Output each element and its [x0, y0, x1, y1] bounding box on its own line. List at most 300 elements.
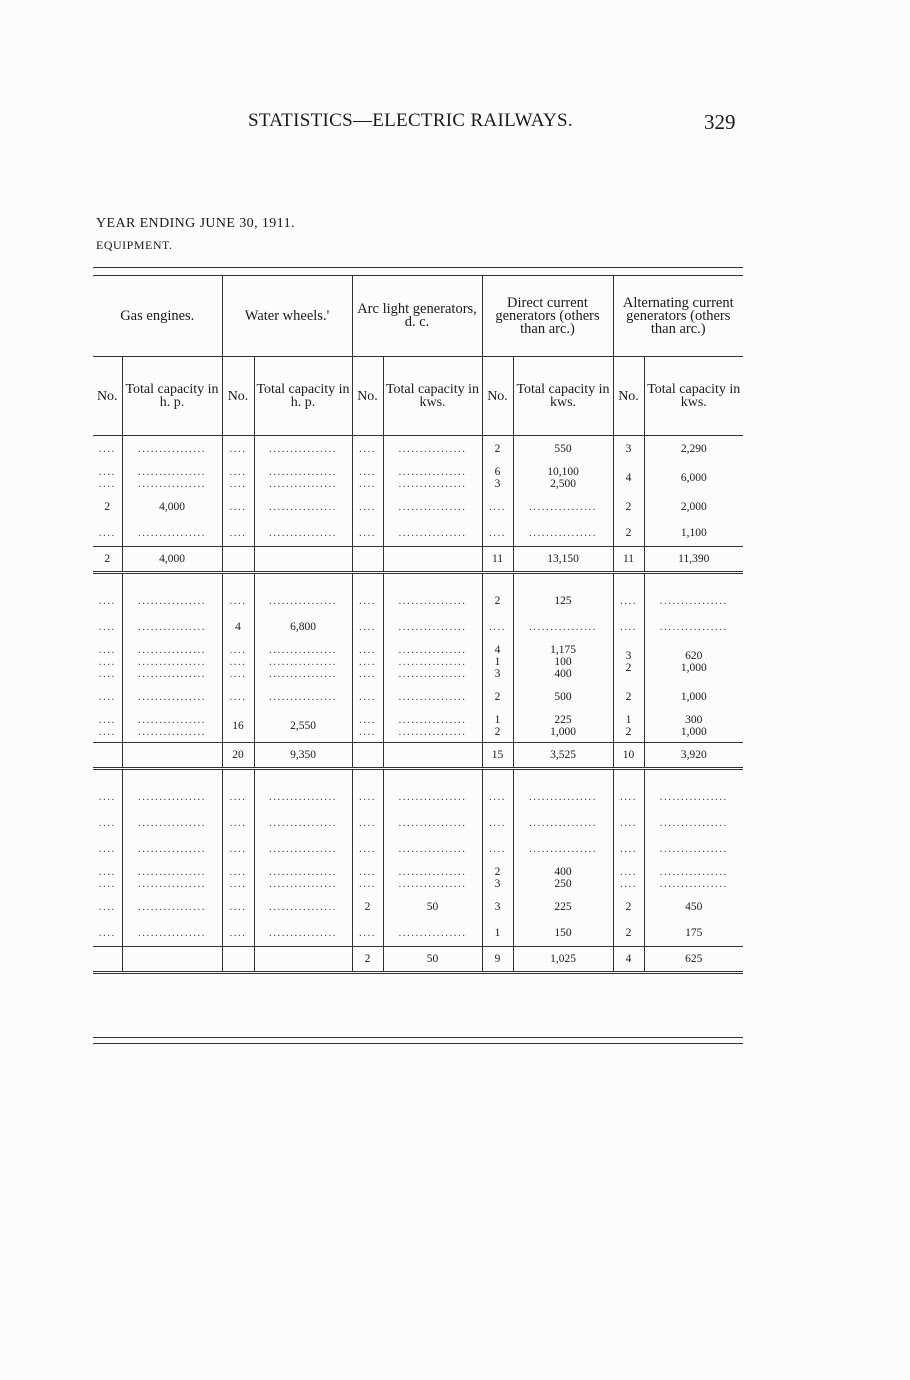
arc-capacity-header: Total capacity in kws. [383, 357, 482, 436]
ac-no-cell: 10 [613, 743, 644, 769]
leader-dots: .... [98, 901, 116, 913]
gas-no-cell [93, 743, 122, 769]
leader-dots: ................ [138, 927, 206, 939]
leader-dots: .... [98, 691, 116, 703]
table-row [93, 894, 743, 920]
group-spacer [93, 769, 743, 785]
leader-dots: ................ [269, 791, 337, 803]
leader-dots: .... [229, 927, 247, 939]
arc-no-cell [352, 710, 383, 743]
arc-no-cell [352, 494, 383, 520]
ac-cap-cell [644, 836, 743, 862]
gas-no-cell [93, 810, 122, 836]
ac-cap-cell [644, 588, 743, 614]
leader-dots: ................ [529, 843, 597, 855]
leader-dots: ................ ................ ................ [138, 644, 206, 680]
arc-cap-cell: 50 [383, 947, 482, 973]
arc-no-cell [352, 836, 383, 862]
leader-dots: ................ ................ [269, 466, 337, 490]
leader-dots: .... [359, 527, 376, 539]
table-row [93, 684, 743, 710]
subtotal-row [93, 547, 743, 573]
gas-cap-cell [122, 743, 222, 769]
leader-dots: ................ [398, 791, 467, 803]
leader-dots: ................ [269, 927, 337, 939]
ac-capacity-header: Total capacity in kws. [644, 357, 743, 436]
gas-no-cell [93, 684, 122, 710]
leader-dots: ................ ................ [398, 466, 467, 490]
water-no-cell [222, 436, 254, 463]
water-cap-cell: 6,800 [254, 614, 352, 640]
arc-no-cell [352, 810, 383, 836]
ac-cap-cell: 300 1,000 [644, 710, 743, 743]
ac-no-cell [613, 862, 644, 894]
table-row [93, 710, 743, 743]
gas-no-header: No. [93, 357, 122, 436]
dc-no-cell [482, 836, 513, 862]
dc-no-cell: 4 1 3 [482, 640, 513, 684]
ac-cap-cell: 2,290 [644, 436, 743, 463]
section-title: EQUIPMENT. [96, 238, 173, 252]
leader-dots: .... [620, 817, 637, 829]
group-header-row [93, 276, 743, 357]
spacer-cell [122, 573, 222, 589]
gas-cap-cell [122, 947, 222, 973]
spacer-cell [93, 769, 122, 785]
dc-cap-cell: 150 [513, 920, 613, 947]
gas-no-cell [93, 640, 122, 684]
leader-dots: ................ [269, 527, 337, 539]
leader-dots: .... .... [229, 466, 247, 490]
water-cap-cell [254, 947, 352, 973]
arc-cap-cell [383, 640, 482, 684]
ac-no-cell: 4 [613, 947, 644, 973]
leader-dots: ................ [529, 791, 597, 803]
water-no-cell: 4 [222, 614, 254, 640]
water-cap-cell [254, 784, 352, 810]
leader-dots: ................ ................ [659, 866, 728, 890]
table-row [93, 640, 743, 684]
group-direct-current: Direct current generators (others than arc.) [482, 276, 613, 357]
leader-dots: ................ [269, 901, 337, 913]
arc-no-cell [352, 920, 383, 947]
leader-dots: .... [229, 901, 247, 913]
leader-dots: .... [229, 443, 247, 455]
ac-no-cell [613, 810, 644, 836]
table-row [93, 494, 743, 520]
leader-dots: .... [359, 621, 376, 633]
gas-cap-cell [122, 784, 222, 810]
leader-dots: .... [229, 817, 247, 829]
page-number: 329 [704, 110, 736, 134]
ac-cap-cell: 3,920 [644, 743, 743, 769]
dc-no-cell: 1 2 [482, 710, 513, 743]
gas-no-cell [93, 520, 122, 547]
ac-no-cell: 2 [613, 894, 644, 920]
gas-capacity-header: Total capacity in h. p. [122, 357, 222, 436]
arc-no-cell [352, 588, 383, 614]
leader-dots: .... [229, 595, 247, 607]
leader-dots: ................ [398, 927, 467, 939]
table-row [93, 920, 743, 947]
leader-dots: ................ [398, 621, 467, 633]
leader-dots: .... [98, 443, 116, 455]
dc-cap-cell: 10,100 2,500 [513, 462, 613, 494]
dc-cap-cell: 1,025 [513, 947, 613, 973]
leader-dots: ................ [138, 901, 206, 913]
dc-no-cell: 2 3 [482, 862, 513, 894]
leader-dots: ................ [269, 595, 337, 607]
water-capacity-header: Total capacity in h. p. [254, 357, 352, 436]
gas-cap-cell [122, 810, 222, 836]
gas-cap-cell [122, 640, 222, 684]
gas-no-cell [93, 862, 122, 894]
ac-no-cell: 1 2 [613, 710, 644, 743]
arc-no-cell [352, 684, 383, 710]
leader-dots: ................ [138, 691, 206, 703]
arc-no-cell: 2 [352, 947, 383, 973]
ac-cap-cell: 1,000 [644, 684, 743, 710]
dc-capacity-header: Total capacity in kws. [513, 357, 613, 436]
arc-cap-cell [383, 436, 482, 463]
dc-no-header: No. [482, 357, 513, 436]
spacer-cell [513, 573, 613, 589]
leader-dots: .... .... [359, 714, 376, 738]
leader-dots: .... [359, 843, 376, 855]
leader-dots: .... [98, 927, 116, 939]
leader-dots: ................ [398, 501, 467, 513]
table-row [93, 462, 743, 494]
gas-cap-cell [122, 614, 222, 640]
arc-cap-cell [383, 920, 482, 947]
leader-dots: ................ [398, 595, 467, 607]
gas-no-cell [93, 920, 122, 947]
leader-dots: ................ [398, 527, 467, 539]
group-gas-engines: Gas engines. [93, 276, 222, 357]
dc-cap-cell: 125 [513, 588, 613, 614]
dc-cap-cell: 500 [513, 684, 613, 710]
leader-dots: .... [98, 843, 116, 855]
ac-cap-cell: 620 1,000 [644, 640, 743, 684]
leader-dots: ................ [659, 595, 728, 607]
leader-dots: ................ ................ ................ [398, 644, 467, 680]
ac-cap-cell: 2,000 [644, 494, 743, 520]
group-arc-light: Arc light generators, d. c. [352, 276, 482, 357]
dc-cap-cell [513, 810, 613, 836]
table-row [93, 784, 743, 810]
leader-dots: ................ [269, 691, 337, 703]
ac-no-cell [613, 614, 644, 640]
ac-cap-cell: 450 [644, 894, 743, 920]
ac-cap-cell [644, 862, 743, 894]
leader-dots: ................ [529, 817, 597, 829]
leader-dots: ................ [138, 817, 206, 829]
water-no-cell [222, 547, 254, 573]
table-row [93, 810, 743, 836]
ac-cap-cell [644, 614, 743, 640]
water-cap-cell [254, 436, 352, 463]
gas-cap-cell [122, 588, 222, 614]
table-top-rule [93, 268, 743, 276]
spacer-cell [613, 769, 644, 785]
group-spacer [93, 573, 743, 589]
leader-dots: ................ ................ [138, 866, 206, 890]
leader-dots: .... [98, 791, 116, 803]
arc-cap-cell [383, 836, 482, 862]
leader-dots: .... .... [359, 466, 376, 490]
arc-no-cell: 2 [352, 894, 383, 920]
gas-cap-cell [122, 684, 222, 710]
dc-no-cell: 6 3 [482, 462, 513, 494]
leader-dots: .... [620, 791, 637, 803]
ac-cap-cell: 175 [644, 920, 743, 947]
dc-cap-cell: 400 250 [513, 862, 613, 894]
leader-dots: .... [98, 527, 116, 539]
arc-cap-cell [383, 520, 482, 547]
leader-dots: .... [489, 817, 506, 829]
arc-no-cell [352, 520, 383, 547]
dc-no-cell [482, 520, 513, 547]
leader-dots: ................ [138, 621, 206, 633]
leader-dots: ................ [269, 443, 337, 455]
spacer-cell [613, 573, 644, 589]
dc-no-cell [482, 810, 513, 836]
gas-no-cell [93, 588, 122, 614]
leader-dots: .... .... .... [98, 644, 116, 680]
dc-no-cell [482, 494, 513, 520]
ac-cap-cell: 1,100 [644, 520, 743, 547]
leader-dots: .... [229, 527, 247, 539]
leader-dots: ................ [659, 791, 728, 803]
leader-dots: ................ [269, 501, 337, 513]
leader-dots: .... .... [620, 866, 637, 890]
water-cap-cell [254, 640, 352, 684]
water-cap-cell [254, 520, 352, 547]
gas-cap-cell: 4,000 [122, 547, 222, 573]
dc-no-cell: 9 [482, 947, 513, 973]
leader-dots: .... [359, 691, 376, 703]
water-no-header: No. [222, 357, 254, 436]
water-no-cell [222, 588, 254, 614]
ac-no-cell: 4 [613, 462, 644, 494]
water-cap-cell [254, 810, 352, 836]
water-cap-cell: 9,350 [254, 743, 352, 769]
leader-dots: .... [489, 791, 506, 803]
leader-dots: ................ ................ ................ [269, 644, 337, 680]
table-row [93, 862, 743, 894]
dc-cap-cell: 13,150 [513, 547, 613, 573]
gas-no-cell [93, 836, 122, 862]
dc-cap-cell [513, 784, 613, 810]
dc-no-cell: 15 [482, 743, 513, 769]
dc-no-cell [482, 784, 513, 810]
leader-dots: ................ [659, 843, 728, 855]
water-cap-cell [254, 836, 352, 862]
leader-dots: ................ [138, 791, 206, 803]
leader-dots: ................ [529, 527, 597, 539]
year-line: YEAR ENDING JUNE 30, 1911. [96, 216, 295, 231]
table-row [93, 614, 743, 640]
water-cap-cell [254, 494, 352, 520]
leader-dots: .... [359, 817, 376, 829]
dc-no-cell: 2 [482, 684, 513, 710]
running-head [0, 110, 910, 140]
leader-dots: .... .... [359, 866, 376, 890]
arc-no-header: No. [352, 357, 383, 436]
gas-no-cell [93, 784, 122, 810]
gas-no-cell [93, 710, 122, 743]
leader-dots: ................ [269, 843, 337, 855]
water-cap-cell [254, 588, 352, 614]
gas-cap-cell [122, 862, 222, 894]
subtotal-row [93, 743, 743, 769]
leader-dots: ................ [529, 621, 597, 633]
spacer-cell [93, 573, 122, 589]
running-title: STATISTICS—ELECTRIC RAILWAYS. [248, 110, 573, 131]
leader-dots: .... [359, 443, 376, 455]
leader-dots: .... .... [98, 466, 116, 490]
arc-cap-cell [383, 862, 482, 894]
spacer-cell [383, 573, 482, 589]
arc-cap-cell [383, 462, 482, 494]
leader-dots: ................ [398, 691, 467, 703]
table-row [93, 520, 743, 547]
ac-no-cell: 2 [613, 494, 644, 520]
ac-no-cell [613, 588, 644, 614]
ac-no-cell: 11 [613, 547, 644, 573]
sub-header-row [93, 357, 743, 436]
dc-cap-cell: 225 [513, 894, 613, 920]
arc-no-cell [352, 547, 383, 573]
leader-dots: .... .... [229, 866, 247, 890]
leader-dots: .... [229, 791, 247, 803]
water-no-cell [222, 520, 254, 547]
water-no-cell [222, 894, 254, 920]
ac-cap-cell: 11,390 [644, 547, 743, 573]
dc-cap-cell [513, 494, 613, 520]
leader-dots: .... [489, 843, 506, 855]
arc-cap-cell [383, 810, 482, 836]
dc-no-cell: 1 [482, 920, 513, 947]
leader-dots: ................ [659, 817, 728, 829]
leader-dots: .... [98, 621, 116, 633]
leader-dots: .... [620, 595, 637, 607]
arc-cap-cell [383, 614, 482, 640]
water-cap-cell [254, 462, 352, 494]
subtotal-row [93, 947, 743, 973]
ac-no-header: No. [613, 357, 644, 436]
dc-cap-cell [513, 520, 613, 547]
leader-dots: ................ [529, 501, 597, 513]
water-cap-cell: 2,550 [254, 710, 352, 743]
ac-no-cell [613, 784, 644, 810]
arc-no-cell [352, 862, 383, 894]
leader-dots: .... [620, 621, 637, 633]
arc-no-cell [352, 436, 383, 463]
dc-no-cell: 2 [482, 436, 513, 463]
spacer-cell [513, 769, 613, 785]
water-no-cell: 20 [222, 743, 254, 769]
leader-dots: .... [229, 501, 247, 513]
water-no-cell [222, 684, 254, 710]
spacer-cell [482, 769, 513, 785]
water-cap-cell [254, 894, 352, 920]
arc-no-cell [352, 640, 383, 684]
ac-no-cell: 2 [613, 520, 644, 547]
arc-cap-cell [383, 588, 482, 614]
gas-cap-cell [122, 710, 222, 743]
leader-dots: .... .... .... [229, 644, 247, 680]
leader-dots: ................ [138, 595, 206, 607]
spacer-cell [254, 769, 352, 785]
water-no-cell [222, 640, 254, 684]
gas-no-cell [93, 614, 122, 640]
ac-cap-cell: 625 [644, 947, 743, 973]
ac-no-cell [613, 836, 644, 862]
water-cap-cell [254, 547, 352, 573]
water-no-cell [222, 862, 254, 894]
dc-no-cell: 11 [482, 547, 513, 573]
spacer-cell [122, 769, 222, 785]
table-row [93, 588, 743, 614]
leader-dots: ................ [138, 843, 206, 855]
spacer-cell [644, 573, 743, 589]
ac-cap-cell [644, 784, 743, 810]
spacer-cell [383, 769, 482, 785]
arc-cap-cell [383, 494, 482, 520]
arc-cap-cell [383, 710, 482, 743]
spacer-cell [222, 769, 254, 785]
leader-dots: ................ [138, 527, 206, 539]
dc-no-cell: 2 [482, 588, 513, 614]
dc-no-cell: 3 [482, 894, 513, 920]
leader-dots: .... [359, 501, 376, 513]
leader-dots: .... [98, 817, 116, 829]
gas-no-cell [93, 436, 122, 463]
water-cap-cell [254, 920, 352, 947]
gas-no-cell [93, 462, 122, 494]
arc-no-cell [352, 614, 383, 640]
leader-dots: .... [229, 843, 247, 855]
leader-dots: .... [359, 595, 376, 607]
gas-no-cell: 2 [104, 501, 111, 513]
leader-dots: ................ [398, 843, 467, 855]
leader-dots: ................ ................ [269, 866, 337, 890]
water-no-cell [222, 810, 254, 836]
gas-cap-cell: 4,000 [122, 494, 222, 520]
arc-cap-cell [383, 784, 482, 810]
leader-dots: ................ [659, 621, 728, 633]
leader-dots: .... [359, 927, 376, 939]
ac-no-cell: 2 [613, 684, 644, 710]
gas-cap-cell [122, 462, 222, 494]
leader-dots: .... .... .... [359, 644, 376, 680]
leader-dots: .... [489, 501, 506, 513]
arc-cap-cell [383, 684, 482, 710]
leader-dots: .... .... [98, 714, 116, 738]
dc-cap-cell: 550 [513, 436, 613, 463]
leader-dots: ................ [398, 817, 467, 829]
gas-cap-cell [122, 436, 222, 463]
leader-dots: ................ ................ [138, 714, 206, 738]
water-no-cell [222, 784, 254, 810]
ac-no-cell: 3 [613, 436, 644, 463]
group-water-wheels: Water wheels.' [222, 276, 352, 357]
spacer-cell [644, 769, 743, 785]
water-no-cell [222, 920, 254, 947]
water-cap-cell [254, 684, 352, 710]
dc-no-cell [482, 614, 513, 640]
